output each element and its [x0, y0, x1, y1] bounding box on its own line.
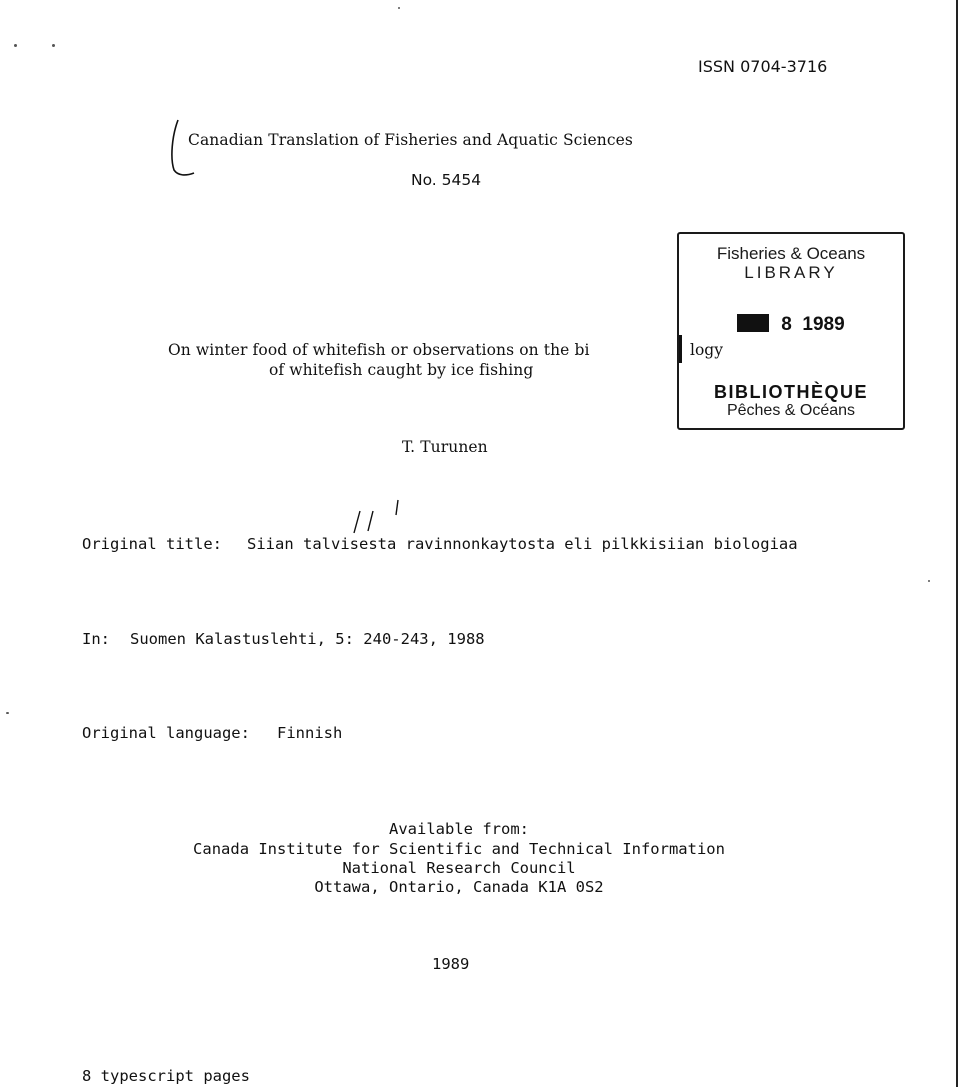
- original-language-label: Original language:: [82, 724, 250, 742]
- stamp-date-day: 8: [781, 314, 792, 335]
- availability-line-3: National Research Council: [342, 859, 576, 877]
- stamp-date: [679, 314, 903, 336]
- author-name: T. Turunen: [402, 438, 488, 456]
- scan-speck: [398, 7, 400, 9]
- stamp-line-library: LIBRARY: [744, 263, 838, 282]
- availability-line-4: Ottawa, Ontario, Canada K1A 0S2: [314, 878, 604, 896]
- scan-speck: [52, 44, 55, 47]
- translation-title-line-2: of whitefish caught by ice fishing: [269, 361, 534, 379]
- translation-title-line-1: On winter food of whitefish or observations on the bi: [168, 341, 590, 359]
- stamp-blacked-month: [737, 314, 769, 332]
- original-language-value: Finnish: [277, 724, 343, 742]
- source-label: In:: [82, 630, 110, 648]
- page-edge-line: [956, 0, 958, 1087]
- handwritten-accent-marks: [340, 497, 420, 537]
- availability-line-1: Available from:: [389, 820, 529, 838]
- source-value: Suomen Kalastuslehti, 5: 240-243, 1988: [130, 630, 485, 648]
- series-title: Canadian Translation of Fisheries and Aquatic Sciences: [188, 131, 633, 149]
- scan-speck: [928, 580, 930, 582]
- translation-number: No. 5454: [411, 171, 482, 189]
- issn-number: ISSN 0704-3716: [698, 57, 828, 76]
- stamp-line-bibliotheque: BIBLIOTHÈQUE: [713, 382, 868, 402]
- publication-year: 1989: [432, 955, 470, 973]
- scan-speck: [6, 712, 9, 714]
- stamp-edge-bar: [679, 335, 682, 363]
- stamp-line-fisheries: Fisheries & Oceans: [716, 244, 866, 263]
- stamp-line-peches-oceans: Pêches & Océans: [726, 402, 856, 419]
- original-title-value: Siian talvisesta ravinnonkaytosta eli pilkkisiian biologiaa: [247, 535, 798, 553]
- scan-speck: [14, 44, 17, 47]
- translation-title-line-1-tail: logy: [690, 341, 723, 359]
- library-stamp: [677, 232, 905, 430]
- stamp-date-year: 1989: [802, 314, 845, 335]
- original-title-label: Original title:: [82, 535, 222, 553]
- page-count-note: 8 typescript pages: [82, 1067, 250, 1085]
- availability-line-2: Canada Institute for Scientific and Technical Information: [193, 840, 725, 858]
